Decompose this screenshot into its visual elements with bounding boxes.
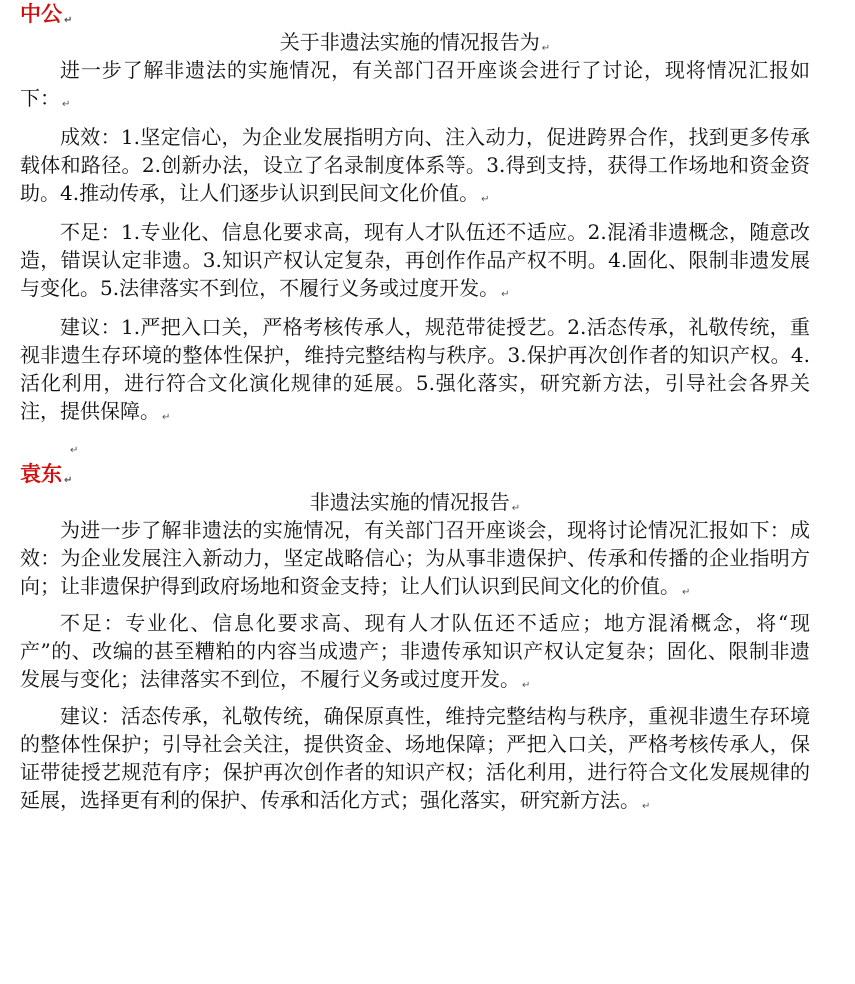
report-title: 非遗法实施的情况报告 ↵ xyxy=(309,490,521,514)
empty-paragraph xyxy=(20,432,810,460)
suggestions-paragraph: 建议：活态传承，礼敬传统，确保原真性，维持完整结构与秩序，重视非遗生存环境的整体性保护；引导社会关注，提供资金、场地保障；严把入口关，严格考核传承人，保证带徒授艺规范有序；保护再次创作者的知识产权；活化利用，进行符合文化发展规律的延展，选择更有利的保护、传承和活化方式；强化落实，研究新方法。 ↵ xyxy=(20,704,810,812)
paragraph-mark-icon: ↵ xyxy=(642,801,651,812)
shortcomings-paragraph: 不足：专业化、信息化要求高、现有人才队伍还不适应；地方混淆概念，将“现产”的、改编的甚至糟粕的内容当成遗产；非遗传承知识产权认定复杂；固化、限制非遗发展与变化；法律落实不到位，不履行义务或过度开发。 ↵ xyxy=(20,611,810,691)
intro-paragraph: 为进一步了解非遗法的实施情况，有关部门召开座谈会，现将讨论情况汇报如下：成效：为企业发展注入新动力，坚定战略信心；为从事非遗保护、传承和传播的企业指明方向；让非遗保护得到政府场地和资金支持；让人们认识到民间文化的价值。 ↵ xyxy=(20,518,810,598)
paragraph-mark-icon: ↵ xyxy=(501,289,510,300)
paragraph-mark-icon: ↵ xyxy=(64,475,73,486)
section-yuandong xyxy=(20,460,810,821)
paragraph-mark-icon: ↵ xyxy=(62,99,71,110)
report-title: 关于非遗法实施的情况报告为 ↵ xyxy=(279,30,551,54)
paragraph-mark-icon: ↵ xyxy=(682,587,691,598)
section-author-label: 袁东 ↵ xyxy=(20,462,73,486)
paragraph-mark-icon: ↵ xyxy=(511,503,521,514)
paragraph-mark-icon: ↵ xyxy=(481,194,490,205)
section-zhonggong xyxy=(20,0,810,432)
intro-paragraph: 进一步了解非遗法的实施情况，有关部门召开座谈会进行了讨论，现将情况汇报如下： ↵ xyxy=(20,58,810,110)
shortcomings-paragraph: 不足：1.专业化、信息化要求高，现有人才队伍还不适应。2.混淆非遗概念，随意改造，错误认定非遗。3.知识产权认定复杂，再创作作品产权不明。4.固化、限制非遗发展与变化。5.法律落实不到位，不履行义务或过度开发。 ↵ xyxy=(20,220,810,300)
paragraph-mark-icon: ↵ xyxy=(541,43,551,54)
document-page xyxy=(20,0,810,821)
suggestions-paragraph: 建议：1.严把入口关，严格考核传承人，规范带徒授艺。2.活态传承，礼敬传统，重视非遗生存环境的整体性保护，维持完整结构与秩序。3.保护再次创作者的知识产权。4.活化利用，进行符合文化演化规律的延展。5.强化落实，研究新方法，引导社会各界关注，提供保障。 ↵ xyxy=(20,315,810,423)
paragraph-mark-icon: ↵ xyxy=(64,15,73,26)
paragraph-mark-icon: ↵ xyxy=(522,680,531,691)
achievements-paragraph: 成效：1.坚定信心，为企业发展指明方向、注入动力，促进跨界合作，找到更多传承载体和路径。2.创新办法，设立了名录制度体系等。3.得到支持，获得工作场地和资金资助。4.推动传承，让人们逐步认识到民间文化价值。 ↵ xyxy=(20,125,810,205)
paragraph-mark-icon: ↵ xyxy=(70,445,79,456)
section-author-label: 中公 ↵ xyxy=(20,2,73,26)
paragraph-mark-icon: ↵ xyxy=(162,412,171,423)
